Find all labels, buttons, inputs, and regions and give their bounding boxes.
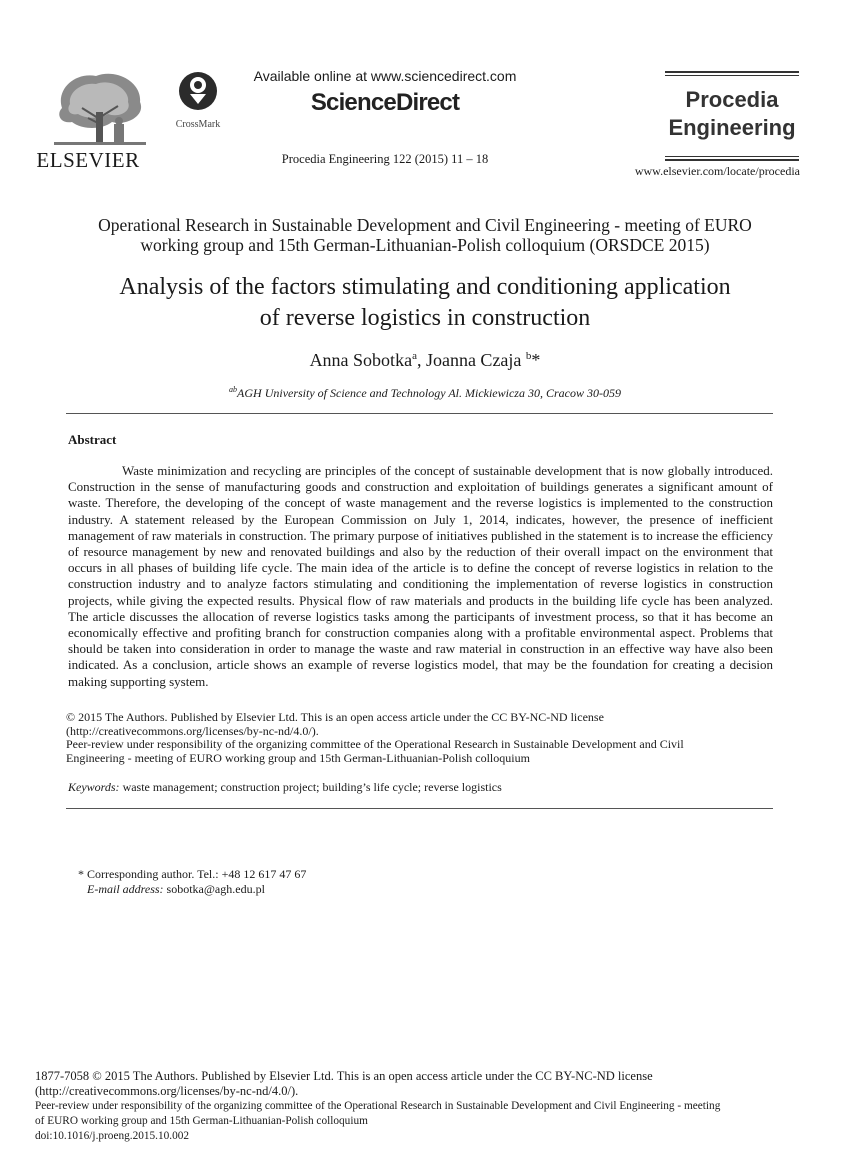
journal-rule-top: [665, 71, 799, 73]
keywords: [68, 780, 773, 795]
email-address[interactable]: sobotka@agh.edu.pl: [163, 882, 265, 896]
author-name: Anna Sobotka: [309, 350, 413, 370]
journal-name-line1: Procedia: [685, 87, 779, 112]
corresponding-author: [78, 867, 306, 897]
title-line2: of reverse logistics in construction: [259, 305, 591, 331]
footer-license-link[interactable]: (http://creativecommons.org/licenses/by-nc-nd/4.0/).: [35, 1084, 299, 1098]
affiliation-text: AGH University of Science and Technology Al. Mickiewicza 30, Cracow 30-059: [237, 386, 621, 400]
keywords-label: Keywords:: [68, 780, 120, 794]
journal-name: [660, 86, 804, 142]
copyright-notice: [66, 711, 786, 765]
conference-line1: Operational Research in Sustainable Development and Civil Engineering - meeting of EURO: [98, 215, 752, 235]
license-line1: © 2015 The Authors. Published by Elsevier Ltd. This is an open access article under the CC BY-NC-ND license: [66, 710, 604, 724]
affiliation-marker: ab: [229, 385, 238, 394]
tree-icon: [52, 68, 148, 148]
crossmark-icon: [177, 70, 219, 112]
available-online-text: Available online at www.sciencedirect.com: [253, 68, 517, 84]
conference-line2: working group and 15th German-Lithuanian-Polish colloquium (ORSDCE 2015): [140, 235, 710, 255]
footer-doi[interactable]: doi:10.1016/j.proeng.2015.10.002: [35, 1130, 190, 1142]
corresponding-email: [78, 882, 306, 897]
footer-issn-license: 1877-7058 © 2015 The Authors. Published by Elsevier Ltd. This is an open access article under the CC BY-NC-ND license: [35, 1069, 653, 1083]
divider: [66, 808, 773, 809]
abstract-heading: Abstract: [68, 432, 117, 447]
peer-review-line1: Peer-review under responsibility of the organizing committee of the Operational Research in Sustainable Development and Civil: [66, 737, 684, 751]
keywords-list: waste management; construction project; building’s life cycle; reverse logistics: [119, 780, 502, 794]
article-title: [60, 272, 790, 334]
sciencedirect-brand[interactable]: ScienceDirect: [310, 89, 460, 116]
divider: [66, 413, 773, 414]
footer-peer-review-line1: Peer-review under responsibility of the organizing committee of the Operational Research in Sustainable Development and Civil Engineering - meeting: [35, 1100, 721, 1112]
author-affil-marker: a: [412, 350, 417, 362]
license-link[interactable]: (http://creativecommons.org/licenses/by-nc-nd/4.0/).: [66, 723, 319, 738]
journal-rule-bottom: [665, 159, 799, 161]
journal-url-link[interactable]: www.elsevier.com/locate/procedia: [634, 164, 800, 178]
corresponding-phone: * Corresponding author. Tel.: +48 12 617 47 67: [78, 867, 307, 881]
footer-peer-review-line2: of EURO working group and 15th German-Lithuanian-Polish colloquium: [35, 1115, 368, 1127]
conference-name: [60, 215, 790, 255]
email-label: E-mail address:: [87, 882, 164, 896]
crossmark-badge[interactable]: [170, 70, 226, 130]
corresponding-marker: *: [531, 350, 541, 370]
author-separator: ,: [416, 350, 426, 370]
author-list: [60, 350, 790, 371]
author-name: Joanna Czaja: [425, 350, 526, 370]
journal-rule-top-thin: [665, 75, 799, 76]
journal-reference: Procedia Engineering 122 (2015) 11 – 18: [281, 152, 489, 166]
journal-name-line2: Engineering: [668, 115, 796, 140]
crossmark-label: CrossMark: [175, 119, 221, 130]
abstract-text: Waste minimization and recycling are principles of the concept of sustainable development that is now globally introduced. Construction in the sense of manufacturing goods and construction and exploitation of buildings generates a significant amount of waste. Therefore, the developing of the concept of waste management and the reverse logistics is implemented to the construction industry. A statement released by the European Commission on July 1, 2014, indicates, however, the presence of inefficient management of raw materials in construction. The primary purpose of initiatives published in the statement is to increase the efficiency of resource management by new and renovated buildings and also by the reduction of their overall impact on the environment that occurs in all phases of building life cycle. The main idea of the article is to define the concept of reverse logistics in relation to the construction industry and to analyze factors stimulating and conditioning the implementation of reverse logistics in construction projects, while giving the expected results. Physical flow of raw materials and products in the building life cycle has been analyzed. The article discusses the allocation of reverse logistics tasks among the participants of investment process, so that it has become an economically effective and profiting branch for construction companies along with a profitable environmental aspect. Problems that should be taken into consideration in order to manage the waste and raw material in construction in an effective way have also been indicated. As a conclusion, article shows an example of reverse logistics model, that may be the foundation for creating a decision making supporting system.: [68, 463, 773, 689]
page-footer: [35, 1069, 795, 1144]
peer-review-line2: Engineering - meeting of EURO working group and 15th German-Lithuanian-Polish colloquium: [66, 750, 530, 765]
affiliation: [60, 385, 790, 401]
author-affil-marker: b: [525, 350, 532, 362]
publisher-logo-text: ELSEVIER: [36, 148, 140, 172]
journal-rule-bottom-thin: [665, 156, 799, 157]
title-line1: Analysis of the factors stimulating and conditioning application: [119, 274, 731, 300]
